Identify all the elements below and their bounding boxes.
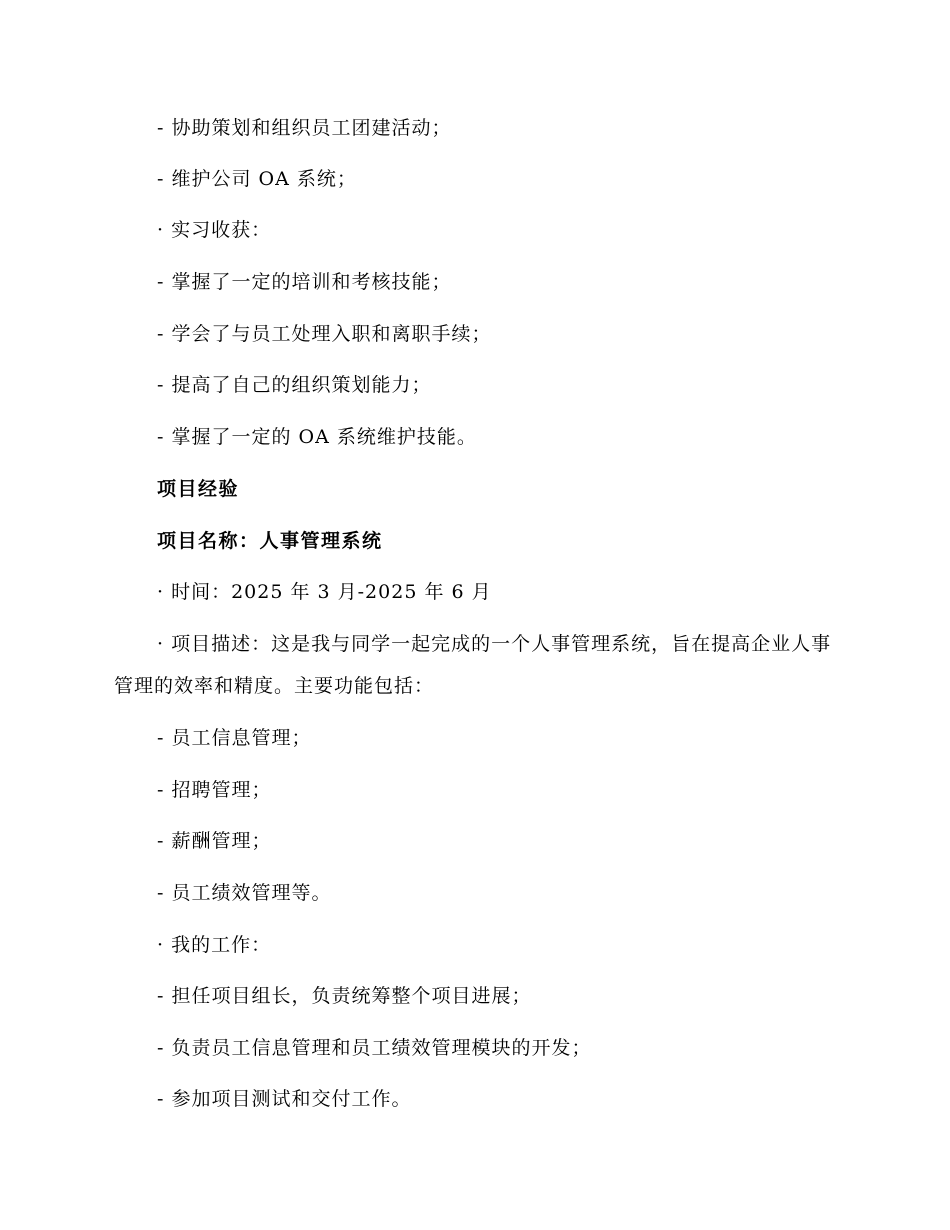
section-title: 项目经验 (157, 478, 240, 500)
list-item: · 实习收获： (157, 219, 272, 241)
list-item: - 学会了与员工处理入职和离职手续； (157, 323, 492, 345)
list-item: - 维护公司 OA 系统； (157, 168, 357, 190)
list-item: - 掌握了一定的 OA 系统维护技能。 (157, 426, 477, 448)
feature-item: - 员工信息管理； (157, 727, 312, 749)
feature-item: - 员工绩效管理等。 (157, 882, 332, 904)
project-time: · 时间：2025 年 3 月-2025 年 6 月 (157, 581, 492, 603)
my-work-label: · 我的工作： (157, 934, 272, 956)
feature-item: - 招聘管理； (157, 779, 272, 801)
list-item: - 提高了自己的组织策划能力； (157, 374, 432, 396)
project-name: 项目名称：人事管理系统 (157, 530, 383, 552)
work-item: - 参加项目测试和交付工作。 (157, 1088, 412, 1110)
list-item: - 协助策划和组织员工团建活动； (157, 117, 452, 139)
work-item: - 担任项目组长，负责统筹整个项目进展； (157, 985, 532, 1007)
work-item: - 负责员工信息管理和员工绩效管理模块的开发； (157, 1037, 592, 1059)
project-description: · 项目描述：这是我与同学一起完成的一个人事管理系统，旨在提高企业人事管理的效率和精度。主要功能包括： (114, 633, 832, 697)
list-item: - 掌握了一定的培训和考核技能； (157, 271, 452, 293)
feature-item: - 薪酬管理； (157, 830, 272, 852)
